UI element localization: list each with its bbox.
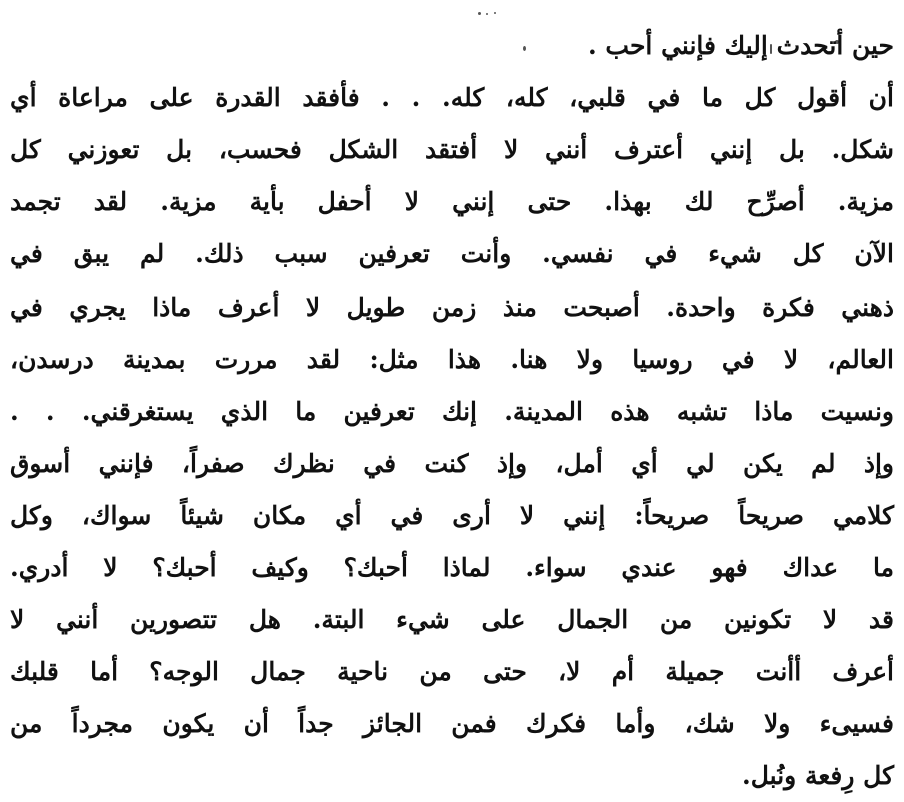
text-line-8: ونسيت ماذا تشبه هذه المدينة. إنك تعرفين ما الذي يستغرقني. . . — [10, 397, 894, 426]
text-line-2: أن أقول كل ما في قلبي، كله، كله. . . فأفقد القدرة على مراعاة أي — [10, 83, 894, 112]
scan-speck — [494, 12, 496, 14]
text-line-15: كل رِفعة ونُبل. — [742, 761, 894, 790]
text-line-9: وإذ لم يكن لي أي أمل، وإذ كنت في نظرك صفراً، فإنني أسوق — [10, 449, 894, 478]
text-line-6: ذهني فكرة واحدة. أصبحت منذ زمن طويل لا أعرف ماذا يجري في — [10, 293, 894, 322]
text-line-3: شكل. بل إنني أعترف أنني لا أفتقد الشكل فحسب، بل تعوزني كل — [10, 135, 894, 164]
text-line-4: مزية. أصرِّح لك بهذا. حتى إنني لا أحفل بأية مزية. لقد تجمد — [10, 187, 894, 216]
scan-speck — [486, 13, 488, 15]
scan-speck — [478, 12, 481, 15]
text-line-14: فسيىء ولا شك، وأما فكرك فمن الجائز جداً أن يكون مجرداً من — [10, 709, 894, 738]
text-line-12: قد لا تكونين من الجمال على شيء البتة. هل تتصورين أنني لا — [10, 605, 894, 634]
text-line-1: حين أتحدث إليك فإنني أحب . — [588, 31, 894, 60]
text-line-10: كلامي صريحاً صريحاً: إنني لا أرى في أي مكان شيئاً سواك، وكل — [10, 501, 894, 530]
text-line-11: ما عداك فهو عندي سواء. لماذا أحبك؟ وكيف أحبك؟ لا أدري. — [10, 553, 894, 582]
text-line-7: العالم، لا في روسيا ولا هنا. هذا مثل: لقد مررت بمدينة درسدن، — [10, 345, 894, 374]
text-line-13: أعرف أأنت جميلة أم لا، حتى من ناحية جمال الوجه؟ أما قلبك — [10, 657, 894, 686]
text-line-5: الآن كل شيء في نفسي. وأنت تعرفين سبب ذلك. لم يبق في — [10, 239, 894, 268]
